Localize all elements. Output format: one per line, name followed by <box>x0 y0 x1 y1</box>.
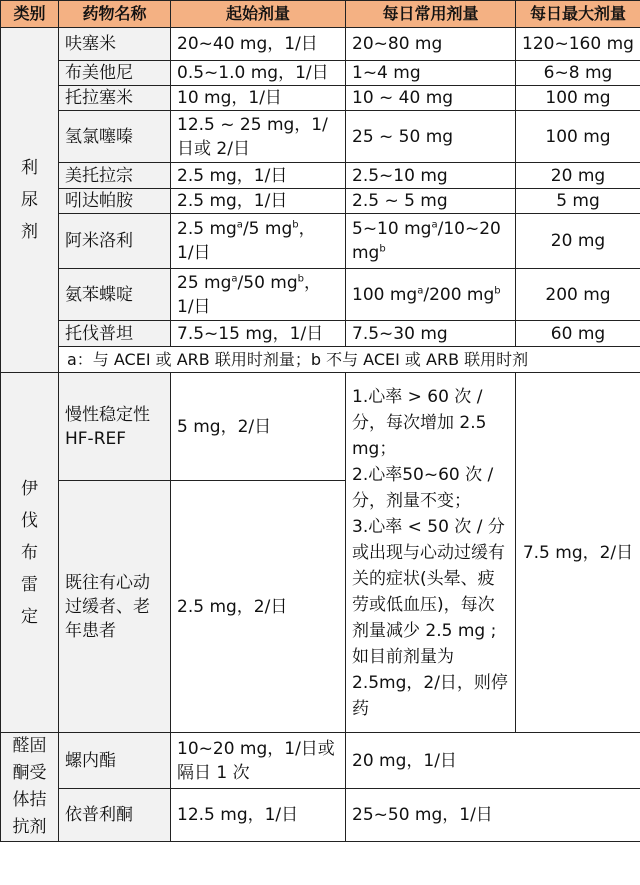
footnote: a：与 ACEI 或 ARB 联用时剂量；b 不与 ACEI 或 ARB 联用时剂 <box>59 347 640 373</box>
daily-dose: 7.5~30 mg <box>346 321 516 347</box>
daily-dose: 20 mg，1/日 <box>346 733 640 789</box>
start-dose: 12.5 ~ 25 mg，1/日或 2/日 <box>171 111 346 163</box>
table-row <box>1 189 640 214</box>
start-dose: 7.5~15 mg，1/日 <box>171 321 346 347</box>
category-aldosterone: 醛固酮受体拮抗剂 <box>1 733 59 842</box>
max-dose: 200 mg <box>516 269 640 321</box>
start-dose: 12.5 mg，1/日 <box>171 789 346 842</box>
start-dose: 25 $mg^a/50$ $mg^b$， 1/日 <box>171 269 346 321</box>
category-diuretics: 利尿剂 <box>1 28 59 373</box>
start-dose: 20~40 mg，1/日 <box>171 28 346 61</box>
start-dose: 2.5 mg，1/日 <box>171 163 346 189</box>
start-dose: 2.5 mg，1/日 <box>171 189 346 214</box>
start-dose: 0.5~1.0 mg，1/日 <box>171 61 346 86</box>
start-dose: 2.5 mg，2/日 <box>171 481 346 733</box>
drug-name: 氢氯噻嗪 <box>59 111 171 163</box>
drug-name: 既往有心动过缓者、老年患者 <box>59 481 171 733</box>
max-dose: 7.5 mg，2/日 <box>516 373 640 733</box>
table-row <box>1 163 640 189</box>
header-max-dose: 每日最大剂量 <box>516 1 640 28</box>
max-dose: 60 mg <box>516 321 640 347</box>
max-dose: 6~8 mg <box>516 61 640 86</box>
drug-name: 吲达帕胺 <box>59 189 171 214</box>
table-row <box>1 61 640 86</box>
table-row <box>1 111 640 163</box>
daily-dose-rules: 1.心率 > 60 次 / 分，每次增加 2.5 mg； 2.心率50~60 次 / 分，剂量不变； 3.心率 < 50 次 / 分或出现与心动过缓有关的症状(头晕、疲劳或低血压)，每次剂量减少 2.5 mg ;如目前剂量为2.5mg，2/日，则停药 <box>346 373 516 733</box>
note-row <box>1 347 640 373</box>
drug-name: 布美他尼 <box>59 61 171 86</box>
drug-name: 美托拉宗 <box>59 163 171 189</box>
header-category: 类别 <box>1 1 59 28</box>
max-dose: 100 mg <box>516 111 640 163</box>
header-row <box>1 1 640 28</box>
table-row <box>1 789 640 842</box>
table-row <box>1 269 640 321</box>
start-dose: 5 mg，2/日 <box>171 373 346 481</box>
max-dose: 20 mg <box>516 214 640 269</box>
daily-dose: 100 $mg^a/200$ $mg^b$ <box>346 269 516 321</box>
daily-dose: 2.5~10 mg <box>346 163 516 189</box>
drug-name: 呋塞米 <box>59 28 171 61</box>
daily-dose: 2.5 ~ 5 mg <box>346 189 516 214</box>
header-start-dose: 起始剂量 <box>171 1 346 28</box>
drug-name: 慢性稳定性 HF-REF <box>59 373 171 481</box>
drug-name: 托伐普坦 <box>59 321 171 347</box>
category-ivabradine: 伊伐布雷定 <box>1 373 59 733</box>
table-row <box>1 373 640 481</box>
start-dose: 10 mg，1/日 <box>171 86 346 111</box>
max-dose: 20 mg <box>516 163 640 189</box>
max-dose: 5 mg <box>516 189 640 214</box>
daily-dose: 25 ~ 50 mg <box>346 111 516 163</box>
drug-name: 氨苯蝶啶 <box>59 269 171 321</box>
daily-dose: 20~80 mg <box>346 28 516 61</box>
drug-name: 螺内酯 <box>59 733 171 789</box>
header-drug-name: 药物名称 <box>59 1 171 28</box>
start-dose: 2.5 $mg^a/5$ $mg^b$， 1/日 <box>171 214 346 269</box>
table-row <box>1 86 640 111</box>
table-row <box>1 733 640 789</box>
drug-name: 阿米洛利 <box>59 214 171 269</box>
daily-dose: 25~50 mg，1/日 <box>346 789 640 842</box>
daily-dose: 1~4 mg <box>346 61 516 86</box>
table-row <box>1 28 640 61</box>
daily-dose: 10 ~ 40 mg <box>346 86 516 111</box>
start-dose: 10~20 mg，1/日或隔日 1 次 <box>171 733 346 789</box>
max-dose: 120~160 mg <box>516 28 640 61</box>
table-row <box>1 321 640 347</box>
max-dose: 100 mg <box>516 86 640 111</box>
daily-dose: 5~10 $mg^a/10\sim 20$ $mg^b$ <box>346 214 516 269</box>
table-row <box>1 214 640 269</box>
drug-name: 托拉塞米 <box>59 86 171 111</box>
header-daily-dose: 每日常用剂量 <box>346 1 516 28</box>
drug-name: 依普利酮 <box>59 789 171 842</box>
